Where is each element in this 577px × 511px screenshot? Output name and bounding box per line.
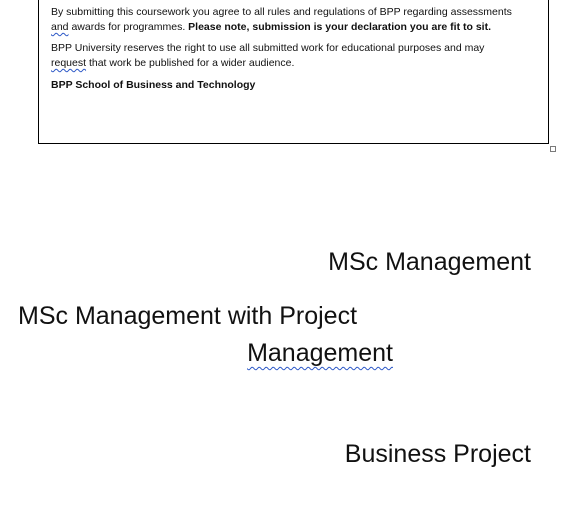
pathway-title-line2 [247, 335, 393, 372]
usage-word-request: request [51, 57, 87, 69]
programme-title: MSc Management [328, 248, 531, 276]
pathway-title-word: Management [247, 339, 393, 367]
agreement-text-start: By submitting this coursework you agree to all rules and regulations of BPP regarding assessments [51, 6, 512, 18]
agreement-word-and: and [51, 21, 69, 33]
module-title: Business Project [344, 440, 531, 468]
usage-rights-paragraph [51, 41, 531, 71]
textbox-resize-handle[interactable] [550, 146, 556, 152]
spelling-squiggle [512, 11, 517, 17]
spelling-squiggle [484, 47, 489, 53]
fit-to-sit-declaration: Please note, submission is your declaration you are fit to sit. [188, 21, 491, 33]
spelling-squiggle [393, 317, 408, 331]
usage-text-end: that work be published for a wider audience. [86, 57, 295, 69]
school-name: BPP School of Business and Technology [51, 79, 256, 91]
agreement-text-middle: awards for programmes. [68, 21, 189, 33]
usage-text-start: BPP University reserves the right to use all submitted work for educational purposes and may [51, 42, 485, 54]
pathway-title-line1: MSc Management with Project [18, 302, 358, 330]
submission-agreement-paragraph [51, 5, 531, 35]
